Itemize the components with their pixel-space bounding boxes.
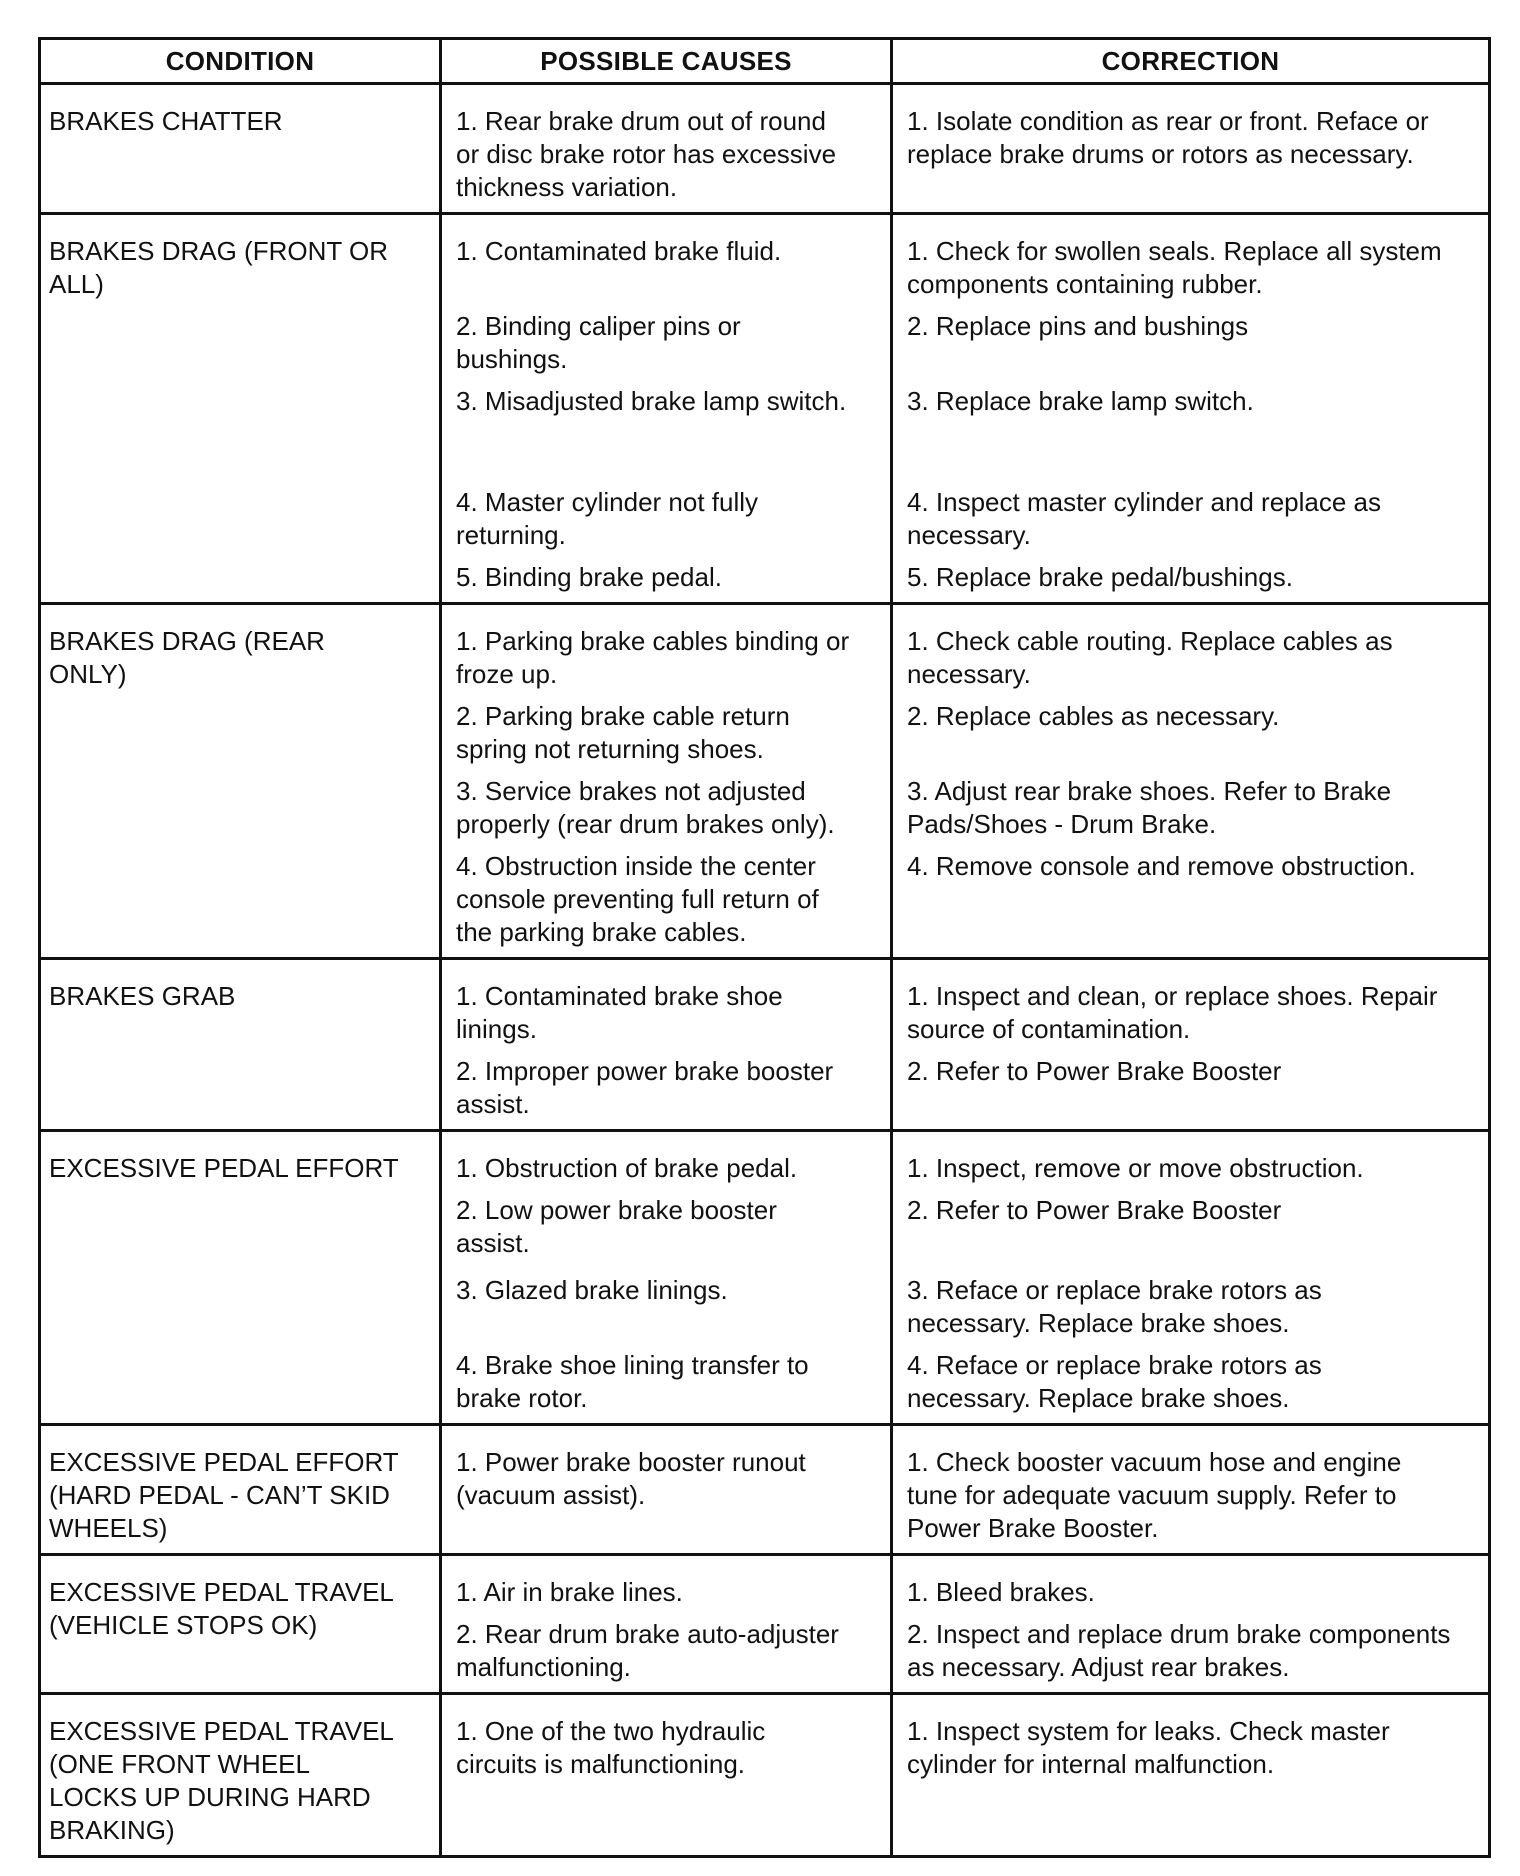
cause-item-text: 2. Parking brake cable return [456,701,790,731]
cause-item [456,1446,882,1545]
correction-item-text: 1. Check booster vacuum hose and engine [907,1447,1402,1477]
cause-item [456,385,882,418]
condition-cell [40,1555,441,1694]
correction-item-text: 1. Bleed brakes. [907,1577,1095,1607]
cause-item [456,1715,882,1781]
cause-item-text: console preventing full return of [456,884,819,914]
possible-causes-cell [441,1694,892,1857]
correction-item-text: 2. Replace pins and bushings [907,311,1249,341]
cause-item-text: 1. Parking brake cables binding or [456,626,850,656]
condition-cell [40,214,441,604]
correction-item-text: 2. Inspect and replace drum brake components [907,1619,1451,1649]
item-spacer [907,1609,1480,1618]
item-spacer [456,552,882,561]
cause-item-text: 4. Obstruction inside the center [456,851,816,881]
correction-item-text: 3. Replace brake lamp switch. [907,386,1254,416]
cause-item [456,1349,882,1415]
cause-item-text: 3. Misadjusted brake lamp switch. [456,386,847,416]
table-row [40,84,1490,214]
table-row [40,1425,1490,1555]
cause-item-text: properly (rear drum brakes only). [456,809,835,839]
cause-item-text: 1. Contaminated brake shoe [456,981,783,1011]
condition-text: ONLY) [49,659,127,689]
cause-item [456,310,882,376]
item-spacer [456,691,882,700]
correction-item-text: cylinder for internal malfunction. [907,1749,1275,1779]
cause-item-text: 2. Rear drum brake auto-adjuster [456,1619,839,1649]
correction-item [907,105,1480,204]
cause-item-text: 4. Master cylinder not fully [456,487,759,517]
correction-item-text: source of contamination. [907,1014,1191,1044]
correction-item-text: 2. Replace cables as necessary. [907,701,1280,731]
condition-cell [40,1425,441,1555]
cause-item [456,1152,882,1185]
correction-item-text: 1. Inspect, remove or move obstruction. [907,1153,1364,1183]
correction-item-text: 4. Reface or replace brake rotors as [907,1350,1322,1380]
correction-item [907,980,1480,1046]
correction-cell [892,604,1490,959]
correction-item [907,561,1480,594]
item-spacer [907,1185,1480,1194]
correction-item [907,1274,1480,1340]
condition-text: EXCESSIVE PEDAL EFFORT [49,1447,399,1477]
correction-item-text: as necessary. Adjust rear brakes. [907,1652,1290,1682]
cause-item [456,1194,882,1260]
condition-cell [40,604,441,959]
table-row [40,959,1490,1131]
table-row [40,214,1490,604]
condition-text: BRAKES GRAB [49,981,236,1011]
table-row [40,1131,1490,1425]
condition-text: WHEELS) [49,1513,168,1543]
correction-item-text: 4. Remove console and remove obstruction. [907,851,1416,881]
item-spacer [456,766,882,775]
condition-text: LOCKS UP DURING HARD [49,1782,371,1812]
item-spacer [456,1340,882,1349]
correction-item-text: 5. Replace brake pedal/bushings. [907,562,1293,592]
correction-item [907,1618,1480,1684]
table-row [40,1555,1490,1694]
correction-item [907,625,1480,691]
correction-item-text: 1. Inspect and clean, or replace shoes. Repair [907,981,1438,1011]
item-spacer [907,1046,1480,1055]
correction-item [907,850,1480,949]
condition-text: BRAKES CHATTER [49,106,283,136]
correction-header: CORRECTION [892,39,1490,84]
correction-item-text: tune for adequate vacuum supply. Refer to [907,1480,1397,1510]
cause-item-text: 1. Power brake booster runout [456,1447,806,1477]
cause-item-text: brake rotor. [456,1383,588,1413]
cause-item [456,1055,882,1121]
table-row [40,1694,1490,1857]
item-spacer [907,841,1480,850]
condition-text: BRAKING) [49,1815,175,1845]
correction-item-text: replace brake drums or rotors as necessary. [907,139,1414,169]
cause-item-text: (vacuum assist). [456,1480,646,1510]
correction-item-text: necessary. [907,659,1031,689]
item-spacer [456,418,882,486]
possible-causes-cell [441,1131,892,1425]
possible-causes-cell [441,214,892,604]
item-spacer [456,841,882,850]
correction-item [907,385,1480,418]
condition-text: (ONE FRONT WHEEL [49,1749,310,1779]
possible-causes-cell [441,604,892,959]
cause-item-text: linings. [456,1014,537,1044]
correction-item-text: necessary. Replace brake shoes. [907,1308,1290,1338]
cause-item-text: 1. Air in brake lines. [456,1577,683,1607]
correction-cell [892,1694,1490,1857]
cause-item [456,1576,882,1609]
condition-text: BRAKES DRAG (REAR [49,626,325,656]
correction-item [907,1446,1480,1545]
correction-item-text: Power Brake Booster. [907,1513,1159,1543]
cause-item [456,700,882,766]
correction-item [907,700,1480,766]
cause-item-text: circuits is malfunctioning. [456,1749,745,1779]
cause-item [456,980,882,1046]
correction-item-text: 4. Inspect master cylinder and replace as [907,487,1382,517]
correction-item-text: 2. Refer to Power Brake Booster [907,1195,1282,1225]
cause-item-text: froze up. [456,659,558,689]
possible-causes-cell [441,1425,892,1555]
cause-item-text: or disc brake rotor has excessive [456,139,837,169]
cause-item-text: the parking brake cables. [456,917,747,947]
cause-item-text: 2. Improper power brake booster [456,1056,834,1086]
condition-text: (VEHICLE STOPS OK) [49,1610,318,1640]
item-spacer [456,1046,882,1055]
correction-item-text: necessary. Replace brake shoes. [907,1383,1290,1413]
correction-item-text: necessary. [907,520,1031,550]
possible-causes-cell [441,84,892,214]
correction-item-text: components containing rubber. [907,269,1263,299]
item-spacer [907,1340,1480,1349]
troubleshooting-table [38,37,1491,1858]
condition-cell [40,84,441,214]
item-spacer [456,1609,882,1618]
item-spacer [456,376,882,385]
cause-item-text: returning. [456,520,566,550]
item-spacer [907,552,1480,561]
cause-item [456,775,882,841]
correction-item-text: 1. Inspect system for leaks. Check master [907,1716,1390,1746]
condition-text: EXCESSIVE PEDAL EFFORT [49,1153,399,1183]
correction-cell [892,84,1490,214]
correction-item [907,486,1480,552]
cause-item [456,235,882,301]
cause-item-text: 1. Contaminated brake fluid. [456,236,782,266]
correction-item-text: 1. Check cable routing. Replace cables as [907,626,1393,656]
cause-item-text: assist. [456,1089,530,1119]
cause-item-text: 3. Glazed brake linings. [456,1275,728,1305]
correction-item [907,1194,1480,1260]
possible-causes-cell [441,1555,892,1694]
cause-item-text: 1. Rear brake drum out of round [456,106,826,136]
condition-text: BRAKES DRAG (FRONT OR [49,236,389,266]
table-body [40,84,1490,1857]
correction-item [907,775,1480,841]
cause-item-text: 1. Obstruction of brake pedal. [456,1153,798,1183]
header-row [40,39,1490,84]
item-spacer [907,418,1480,486]
condition-cell [40,959,441,1131]
table-row [40,604,1490,959]
correction-item-text: 1. Check for swollen seals. Replace all system [907,236,1442,266]
correction-item [907,310,1480,376]
cause-item-text: assist. [456,1228,530,1258]
item-spacer [907,301,1480,310]
correction-cell [892,959,1490,1131]
cause-item [456,625,882,691]
correction-cell [892,1425,1490,1555]
correction-item [907,1576,1480,1609]
cause-item [456,1274,882,1340]
condition-text: ALL) [49,269,104,299]
cause-item-text: bushings. [456,344,568,374]
correction-item [907,1055,1480,1121]
condition-header: CONDITION [40,39,441,84]
correction-item-text: 2. Refer to Power Brake Booster [907,1056,1282,1086]
cause-item [456,105,882,204]
cause-item [456,561,882,594]
cause-item-text: 1. One of the two hydraulic [456,1716,766,1746]
condition-cell [40,1131,441,1425]
condition-cell [40,1694,441,1857]
item-spacer [907,1260,1480,1274]
correction-cell [892,1555,1490,1694]
correction-cell [892,214,1490,604]
item-spacer [456,1260,882,1274]
cause-item-text: malfunctioning. [456,1652,631,1682]
possible-causes-cell [441,959,892,1131]
correction-item [907,1152,1480,1185]
correction-item [907,235,1480,301]
cause-item-text: 2. Binding caliper pins or [456,311,741,341]
cause-item-text: spring not returning shoes. [456,734,764,764]
correction-item [907,1349,1480,1415]
cause-item [456,486,882,552]
item-spacer [907,766,1480,775]
condition-text: EXCESSIVE PEDAL TRAVEL [49,1716,394,1746]
correction-item [907,1715,1480,1781]
item-spacer [907,691,1480,700]
cause-item [456,1618,882,1684]
cause-item-text: 2. Low power brake booster [456,1195,777,1225]
cause-item-text: thickness variation. [456,172,678,202]
cause-item-text: 3. Service brakes not adjusted [456,776,806,806]
correction-item-text: 3. Adjust rear brake shoes. Refer to Brake [907,776,1392,806]
item-spacer [456,1185,882,1194]
item-spacer [907,376,1480,385]
condition-text: (HARD PEDAL - CAN’T SKID [49,1480,390,1510]
item-spacer [456,301,882,310]
cause-item-text: 4. Brake shoe lining transfer to [456,1350,809,1380]
cause-item-text: 5. Binding brake pedal. [456,562,722,592]
correction-item-text: Pads/Shoes - Drum Brake. [907,809,1217,839]
correction-item-text: 3. Reface or replace brake rotors as [907,1275,1322,1305]
correction-cell [892,1131,1490,1425]
cause-item [456,850,882,949]
possible-causes-header: POSSIBLE CAUSES [441,39,892,84]
correction-item-text: 1. Isolate condition as rear or front. Reface or [907,106,1429,136]
condition-text: EXCESSIVE PEDAL TRAVEL [49,1577,394,1607]
